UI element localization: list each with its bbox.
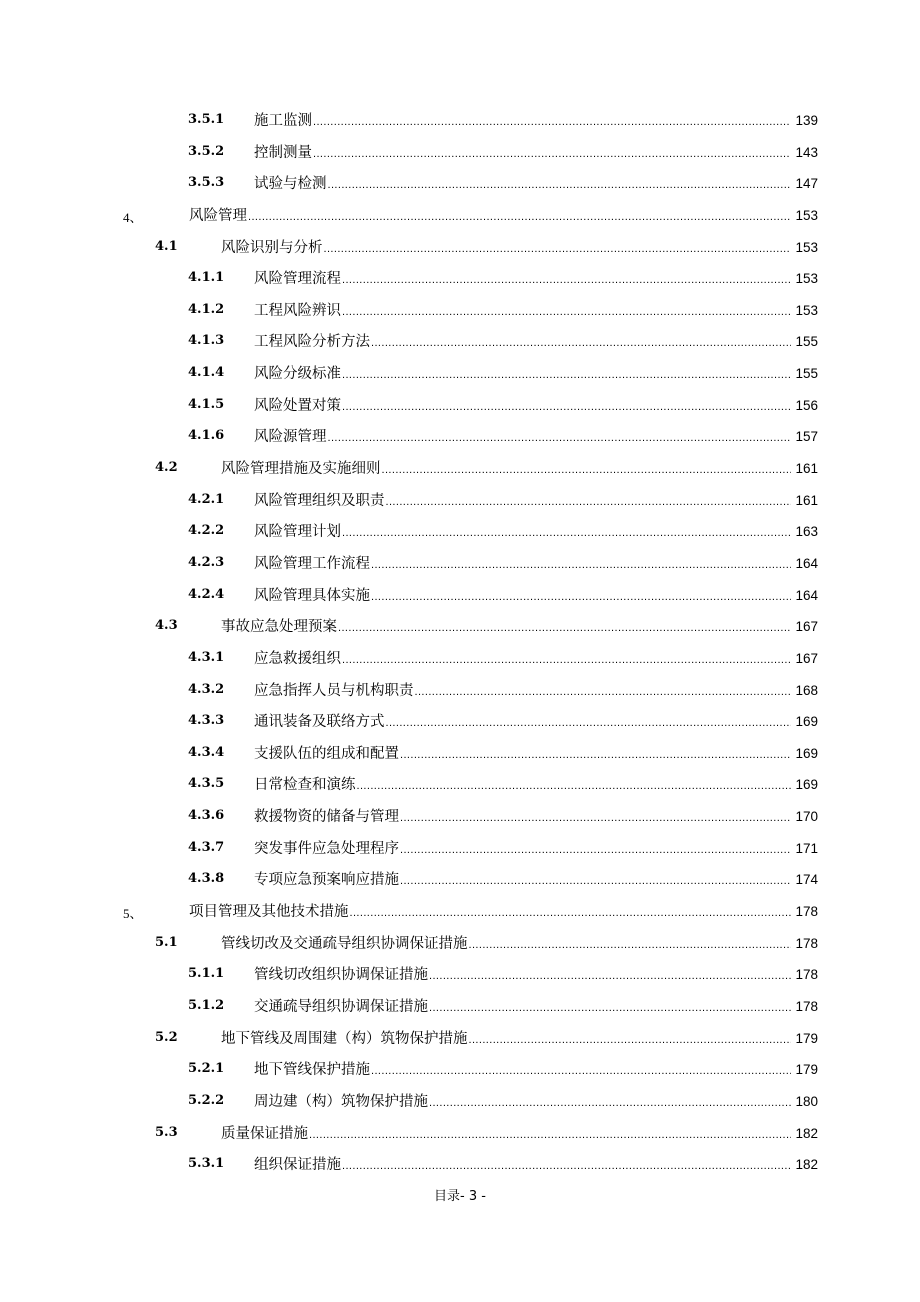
toc-entry[interactable] xyxy=(0,328,920,360)
toc-entry-page-number: 180 xyxy=(795,1093,818,1109)
toc-entry-line xyxy=(221,615,818,636)
toc-entry-title: 施工监测 xyxy=(254,113,312,129)
toc-entry-title: 风险源管理 xyxy=(254,429,327,446)
toc-entry-line xyxy=(254,1090,818,1111)
toc-dot-leader xyxy=(429,970,791,982)
toc-dot-leader xyxy=(371,1065,791,1077)
toc-entry-line xyxy=(221,457,818,478)
toc-dot-leader xyxy=(342,274,791,286)
toc-entry-page-number: 178 xyxy=(795,935,818,951)
toc-entry-number: 4.3.2 xyxy=(188,681,225,697)
toc-entry-title: 地下管线保护措施 xyxy=(254,1062,370,1079)
toc-entry-page-number: 171 xyxy=(795,840,818,856)
toc-entry[interactable] xyxy=(0,392,920,424)
toc-entry-title: 项目管理及其他技术措施 xyxy=(189,904,349,921)
toc-entry-line xyxy=(221,236,818,257)
toc-dot-leader xyxy=(342,1160,791,1172)
toc-entry-title: 风险管理计划 xyxy=(254,524,341,541)
toc-dot-leader xyxy=(342,401,791,413)
toc-entry[interactable] xyxy=(0,234,920,266)
toc-entry-number: 4.1.3 xyxy=(188,333,225,349)
toc-entry-line xyxy=(254,172,818,193)
toc-entry[interactable] xyxy=(0,898,920,930)
toc-entry-page-number: 164 xyxy=(795,555,818,571)
toc-entry-line xyxy=(221,1122,818,1143)
toc-entry-number: 4.2.1 xyxy=(188,491,225,507)
toc-dot-leader xyxy=(350,907,792,919)
toc-entry-title: 管线切改及交通疏导组织协调保证措施 xyxy=(221,935,468,952)
toc-entry-page-number: 174 xyxy=(795,872,818,888)
toc-entry-line xyxy=(221,932,818,953)
toc-entry-title: 风险分级标准 xyxy=(254,366,341,383)
toc-entry-line xyxy=(221,1027,818,1048)
toc-entry[interactable] xyxy=(0,107,920,139)
toc-entry-page-number: 178 xyxy=(795,967,818,983)
toc-entry-line xyxy=(254,394,818,415)
toc-entry[interactable] xyxy=(0,1120,920,1152)
toc-entry-line xyxy=(254,489,818,510)
toc-entry-page-number: 167 xyxy=(795,619,818,635)
toc-dot-leader xyxy=(400,844,791,856)
toc-entry-line xyxy=(254,584,818,605)
toc-entry-line xyxy=(254,837,818,858)
toc-entry[interactable] xyxy=(0,582,920,614)
toc-dot-leader xyxy=(371,337,791,349)
toc-dot-leader xyxy=(309,1129,791,1141)
toc-entry-number: 4.2.4 xyxy=(188,586,225,602)
toc-entry-number: 5.3 xyxy=(155,1124,178,1140)
toc-entry-line xyxy=(254,710,818,731)
toc-entry-number: 4.1.1 xyxy=(188,270,225,286)
toc-entry-title: 日常检查和演练 xyxy=(254,777,356,794)
toc-entry-title: 风险管理 xyxy=(189,207,247,224)
toc-entry-line xyxy=(189,204,818,225)
toc-entry-page-number: 156 xyxy=(795,397,818,413)
toc-entry-line xyxy=(254,141,818,162)
toc-entry-number: 3.5.1 xyxy=(188,112,225,127)
toc-entry-line xyxy=(189,900,818,921)
toc-dot-leader xyxy=(400,749,791,761)
toc-entry-line xyxy=(254,805,818,826)
toc-entry-title: 工程风险辨识 xyxy=(254,302,341,319)
toc-entry-number: 5.3.1 xyxy=(188,1156,225,1172)
toc-entry-title: 专项应急预案响应措施 xyxy=(254,872,399,889)
toc-entry[interactable] xyxy=(0,139,920,171)
toc-entry-number: 4.2.3 xyxy=(188,554,225,570)
toc-entry-page-number: 179 xyxy=(795,1062,818,1078)
toc-entry-line xyxy=(254,1058,818,1079)
toc-entry-page-number: 153 xyxy=(795,302,818,318)
toc-entry-line xyxy=(254,520,818,541)
toc-entry[interactable] xyxy=(0,487,920,519)
toc-entry-title: 组织保证措施 xyxy=(254,1157,341,1174)
toc-entry-page-number: 182 xyxy=(795,1125,818,1141)
toc-entry-title: 风险处置对策 xyxy=(254,397,341,414)
toc-entry[interactable] xyxy=(0,803,920,835)
toc-entry-number: 4.1 xyxy=(155,238,178,254)
toc-entry-page-number: 155 xyxy=(795,366,818,382)
toc-entry-page-number: 161 xyxy=(795,492,818,508)
toc-entry-line xyxy=(254,868,818,889)
toc-entry[interactable] xyxy=(0,360,920,392)
toc-entry-page-number: 155 xyxy=(795,334,818,350)
toc-dot-leader xyxy=(342,306,791,318)
toc-entry-number: 3.5.2 xyxy=(188,143,225,159)
toc-entry-page-number: 143 xyxy=(795,144,818,160)
toc-entry-line xyxy=(254,330,818,351)
toc-entry-title: 突发事件应急处理程序 xyxy=(254,840,399,857)
toc-dot-leader xyxy=(415,686,792,698)
toc-entry-number: 4.2.2 xyxy=(188,523,225,539)
toc-dot-leader xyxy=(324,243,792,255)
toc-entry-title: 风险管理工作流程 xyxy=(254,555,370,572)
toc-entry[interactable] xyxy=(0,613,920,645)
toc-entry-number: 5.2 xyxy=(155,1029,178,1045)
toc-dot-leader xyxy=(371,591,791,603)
toc-entry-line xyxy=(254,267,818,288)
toc-entry-page-number: 139 xyxy=(795,113,818,128)
toc-entry-page-number: 169 xyxy=(795,745,818,761)
toc-entry-title: 支援队伍的组成和配置 xyxy=(254,745,399,762)
toc-entry[interactable] xyxy=(0,297,920,329)
toc-entry-page-number: 153 xyxy=(795,207,818,223)
toc-entry-line xyxy=(254,552,818,573)
toc-entry[interactable] xyxy=(0,771,920,803)
toc-entry[interactable] xyxy=(0,866,920,898)
toc-entry-line xyxy=(254,362,818,383)
toc-entry[interactable] xyxy=(0,740,920,772)
toc-entry[interactable] xyxy=(0,961,920,993)
toc-entry-line xyxy=(254,742,818,763)
toc-entry-page-number: 147 xyxy=(795,176,818,192)
toc-entry-title: 工程风险分析方法 xyxy=(254,334,370,351)
toc-entry-page-number: 178 xyxy=(795,998,818,1014)
toc-dot-leader xyxy=(371,559,791,571)
toc-entry-page-number: 163 xyxy=(795,524,818,540)
toc-entry-page-number: 182 xyxy=(795,1157,818,1173)
toc-dot-leader xyxy=(338,622,791,634)
toc-entry[interactable] xyxy=(0,550,920,582)
toc-dot-leader xyxy=(469,939,792,951)
toc-entry-title: 风险识别与分析 xyxy=(221,239,323,256)
toc-entry-title: 风险管理流程 xyxy=(254,271,341,288)
toc-entry[interactable] xyxy=(0,202,920,234)
toc-entry-page-number: 178 xyxy=(795,904,818,920)
toc-entry-page-number: 169 xyxy=(795,714,818,730)
toc-entry-title: 事故应急处理预案 xyxy=(221,619,337,636)
toc-dot-leader xyxy=(313,116,791,128)
toc-entry-number: 5.1.2 xyxy=(188,997,225,1013)
toc-entry-title: 风险管理具体实施 xyxy=(254,587,370,604)
toc-entry-line xyxy=(254,963,818,984)
toc-entry-line xyxy=(254,773,818,794)
toc-entry-title: 交通疏导组织协调保证措施 xyxy=(254,998,428,1015)
toc-dot-leader xyxy=(400,812,791,824)
toc-dot-leader xyxy=(328,432,792,444)
toc-entry-number: 4.3.3 xyxy=(188,713,225,729)
toc-entry-number: 4.3.5 xyxy=(188,776,225,792)
toc-entry-line xyxy=(254,299,818,320)
toc-entry-page-number: 169 xyxy=(795,777,818,793)
toc-dot-leader xyxy=(400,875,791,887)
toc-entry[interactable] xyxy=(0,677,920,709)
toc-entry-line xyxy=(254,109,818,130)
toc-dot-leader xyxy=(386,496,792,508)
toc-entry-number: 4.3.8 xyxy=(188,871,225,887)
toc-entry-page-number: 157 xyxy=(795,429,818,445)
toc-entry-title: 管线切改组织协调保证措施 xyxy=(254,967,428,984)
toc-entry-title: 试验与检测 xyxy=(254,176,327,193)
toc-entry-page-number: 179 xyxy=(795,1030,818,1046)
toc-entry-number: 4.1.6 xyxy=(188,428,225,444)
toc-entry-number: 5.2.1 xyxy=(188,1061,225,1077)
toc-entry[interactable] xyxy=(0,930,920,962)
toc-entry[interactable] xyxy=(0,645,920,677)
toc-entry[interactable] xyxy=(0,1025,920,1057)
table-of-contents xyxy=(0,107,920,1183)
toc-entry-title: 风险管理措施及实施细则 xyxy=(221,461,381,478)
toc-entry[interactable] xyxy=(0,170,920,202)
toc-entry-number: 4.2 xyxy=(155,460,178,476)
toc-dot-leader xyxy=(342,654,791,666)
toc-entry-number: 4.1.4 xyxy=(188,365,225,381)
toc-entry-number: 4.1.2 xyxy=(188,301,225,317)
toc-entry-title: 应急救援组织 xyxy=(254,650,341,667)
toc-entry-page-number: 164 xyxy=(795,587,818,603)
toc-entry-number: 5.1.1 xyxy=(188,966,225,982)
toc-entry[interactable] xyxy=(0,1151,920,1183)
toc-entry[interactable] xyxy=(0,518,920,550)
toc-entry-line xyxy=(254,1153,818,1174)
toc-entry-number: 4.3 xyxy=(155,618,178,634)
toc-dot-leader xyxy=(328,179,792,191)
toc-entry-number: 4.1.5 xyxy=(188,396,225,412)
toc-dot-leader xyxy=(429,1097,791,1109)
toc-dot-leader xyxy=(313,148,791,160)
toc-entry-line xyxy=(254,647,818,668)
toc-entry-number: 5、 xyxy=(123,906,143,922)
toc-dot-leader xyxy=(342,369,791,381)
toc-entry-title: 风险管理组织及职责 xyxy=(254,492,385,509)
toc-entry-line xyxy=(254,679,818,700)
toc-entry-number: 4、 xyxy=(123,209,143,225)
toc-entry-number: 5.2.2 xyxy=(188,1092,225,1108)
toc-entry-line xyxy=(254,425,818,446)
toc-entry-title: 救援物资的储备与管理 xyxy=(254,809,399,826)
page-footer: 目录- 3 - xyxy=(434,1189,486,1204)
toc-entry-page-number: 161 xyxy=(795,461,818,477)
toc-entry[interactable] xyxy=(0,265,920,297)
toc-entry-number: 4.3.4 xyxy=(188,744,225,760)
toc-entry-title: 控制测量 xyxy=(254,144,312,161)
toc-entry-page-number: 167 xyxy=(795,650,818,666)
toc-entry-title: 通讯装备及联络方式 xyxy=(254,714,385,731)
toc-entry[interactable] xyxy=(0,455,920,487)
toc-entry-page-number: 153 xyxy=(795,271,818,287)
toc-dot-leader xyxy=(386,717,792,729)
toc-entry-page-number: 170 xyxy=(795,809,818,825)
toc-entry-page-number: 168 xyxy=(795,682,818,698)
toc-dot-leader xyxy=(248,211,791,223)
toc-dot-leader xyxy=(429,1002,791,1014)
toc-dot-leader xyxy=(469,1034,792,1046)
toc-entry[interactable] xyxy=(0,993,920,1025)
toc-entry-title: 地下管线及周围建（构）筑物保护措施 xyxy=(221,1030,468,1047)
toc-dot-leader xyxy=(342,527,791,539)
toc-entry-title: 质量保证措施 xyxy=(221,1125,308,1142)
toc-entry-page-number: 153 xyxy=(795,239,818,255)
toc-dot-leader xyxy=(382,464,792,476)
toc-entry-number: 4.3.6 xyxy=(188,808,225,824)
toc-entry[interactable] xyxy=(0,423,920,455)
toc-entry[interactable] xyxy=(0,835,920,867)
toc-entry[interactable] xyxy=(0,708,920,740)
toc-entry-number: 4.3.7 xyxy=(188,839,225,855)
toc-entry-title: 应急指挥人员与机构职责 xyxy=(254,682,414,699)
toc-entry-line xyxy=(254,995,818,1016)
toc-dot-leader xyxy=(357,780,792,792)
toc-entry-number: 5.1 xyxy=(155,934,178,950)
toc-entry-number: 4.3.1 xyxy=(188,649,225,665)
toc-entry-number: 3.5.3 xyxy=(188,175,225,191)
toc-entry[interactable] xyxy=(0,1088,920,1120)
toc-entry[interactable] xyxy=(0,1056,920,1088)
toc-entry-title: 周边建（构）筑物保护措施 xyxy=(254,1093,428,1110)
